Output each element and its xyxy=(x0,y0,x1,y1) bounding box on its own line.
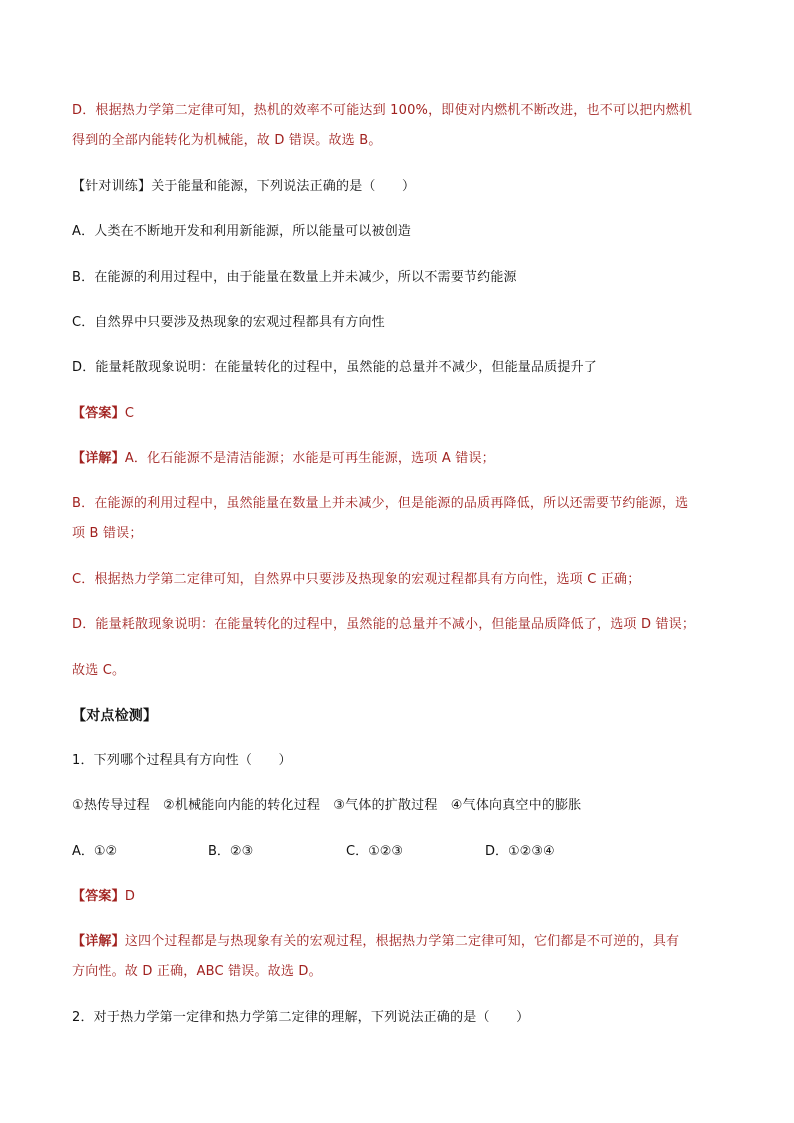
training-detail-b-line-1: B．在能源的利用过程中，虽然能量在数量上并未减少，但是能源的品质再降低，所以还需要节约能源，选 xyxy=(72,496,689,511)
training-tag: 【针对训练】 xyxy=(72,179,152,194)
prev-detail-line-2: 得到的全部内能转化为机械能，故 D 错误。故选 B。 xyxy=(72,133,382,148)
prev-detail-line-1: D．根据热力学第二定律可知，热机的效率不可能达到 100%，即使对内燃机不断改进，也不可以把内燃机 xyxy=(72,103,693,118)
training-answer xyxy=(72,405,134,423)
q1-options xyxy=(0,843,794,861)
q1-stem: 1．下列哪个过程具有方向性（ ） xyxy=(72,753,292,768)
q1-detail-text: 这四个过程都是与热现象有关的宏观过程，根据热力学第二定律可知，它们都是不可逆的，具有 xyxy=(124,934,680,949)
q1-option-a: A．①② xyxy=(72,844,118,859)
training-detail-c: C．根据热力学第二定律可知，自然界中只要涉及热现象的宏观过程都具有方向性，选项 C 正确； xyxy=(72,572,641,587)
answer-tag: 【答案】 xyxy=(72,406,125,421)
training-option-c: C．自然界中只要涉及热现象的宏观过程都具有方向性 xyxy=(72,315,385,330)
training-conclusion: 故选 C。 xyxy=(72,663,126,678)
q1-option-b: B．②③ xyxy=(208,844,254,859)
detail-a-text: A．化石能源不是清洁能源；水能是可再生能源，选项 A 错误； xyxy=(124,451,495,466)
q1-answer-value: D xyxy=(124,889,136,904)
q1-detail-tag: 【详解】 xyxy=(72,934,125,949)
training-detail-d: D．能量耗散现象说明：在能量转化的过程中，虽然能的总量并不减小，但能量品质降低了，选项 D 错误； xyxy=(72,617,696,632)
q2-stem: 2．对于热力学第一定律和热力学第二定律的理解，下列说法正确的是（ ） xyxy=(72,1010,530,1025)
section-title: 【对点检测】 xyxy=(72,708,158,724)
training-detail-b-line-2: 项 B 错误； xyxy=(72,526,143,541)
training-option-d: D．能量耗散现象说明：在能量转化的过程中，虽然能的总量并不减少，但能量品质提升了 xyxy=(72,360,598,375)
q1-option-c: C．①②③ xyxy=(346,844,404,859)
training-option-b: B．在能源的利用过程中，由于能量在数量上并未减少，所以不需要节约能源 xyxy=(72,270,517,285)
answer-value: C xyxy=(124,406,135,421)
q1-items: ①热传导过程 ②机械能向内能的转化过程 ③气体的扩散过程 ④气体向真空中的膨胀 xyxy=(72,798,582,813)
q1-detail-line-2: 方向性。故 D 正确，ABC 错误。故选 D。 xyxy=(72,964,322,979)
q1-option-d: D．①②③④ xyxy=(485,844,555,859)
detail-tag: 【详解】 xyxy=(72,451,125,466)
training-question xyxy=(72,178,415,196)
training-option-a: A．人类在不断地开发和利用新能源，所以能量可以被创造 xyxy=(72,224,412,239)
training-detail-a xyxy=(72,450,495,468)
q1-answer-tag: 【答案】 xyxy=(72,889,125,904)
q1-detail-line-1 xyxy=(72,933,679,951)
q1-answer xyxy=(72,888,135,906)
training-question-text: 关于能量和能源，下列说法正确的是（ ） xyxy=(151,179,416,194)
